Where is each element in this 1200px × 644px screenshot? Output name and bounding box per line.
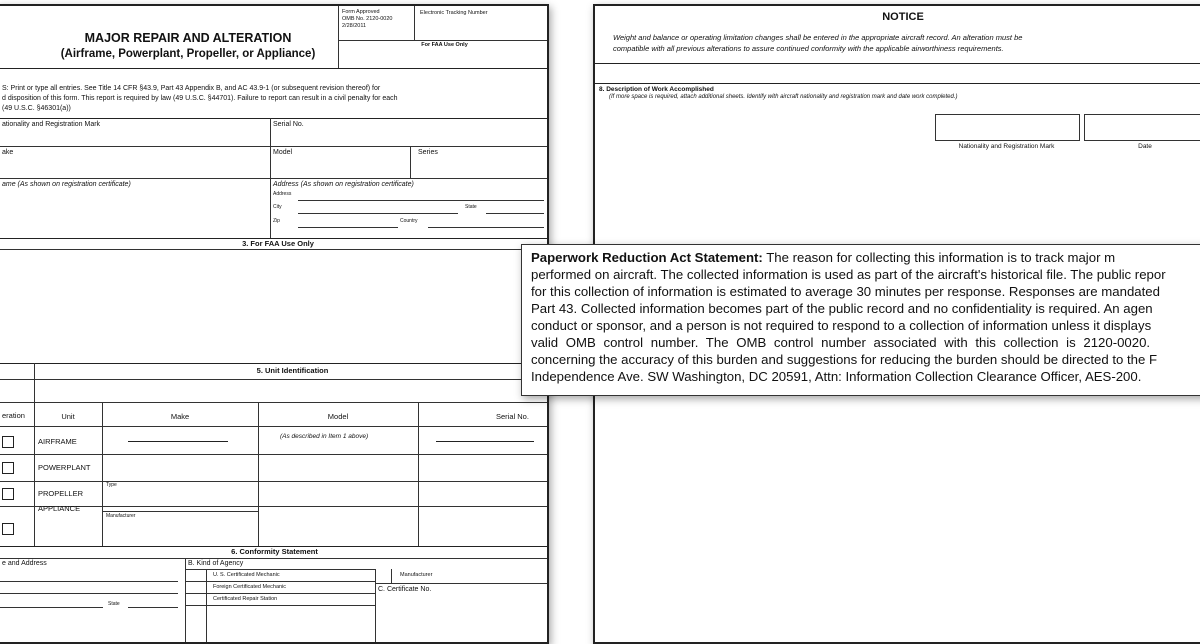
conformity-state-label: State [108, 601, 120, 607]
registration-mark-box[interactable] [935, 114, 1080, 141]
registration-mark-label: Nationality and Registration Mark [958, 143, 1055, 150]
unit-powerplant: POWERPLANT [38, 463, 91, 472]
paperwork-line-4: Part 43. Collected information becomes part of the public record and no confidentiality is required. An agen [531, 301, 1153, 316]
appliance-type-label: Type [106, 482, 117, 488]
section-3-header: 3. For FAA Use Only [242, 239, 314, 248]
form-title: MAJOR REPAIR AND ALTERATION [84, 31, 292, 45]
form-subtitle: (Airframe, Powerplant, Propeller, or Appliance) [60, 48, 316, 60]
nationality-label: ationality and Registration Mark [2, 121, 101, 128]
notice-title: NOTICE [882, 11, 924, 23]
section-8-header: 8. Description of Work Accomplished [599, 86, 714, 93]
us-mechanic-option[interactable]: U. S. Certificated Mechanic [213, 572, 280, 578]
left-form-page [0, 4, 549, 644]
powerplant-checkbox[interactable] [2, 462, 14, 474]
model-label: Model [273, 149, 293, 156]
col-model: Model [327, 412, 349, 421]
paperwork-line-2: performed on aircraft. The collected information is used as part of the aircraft's historical file. The public repor [531, 267, 1166, 282]
form-approved-label: Form Approved [342, 9, 380, 15]
appliance-manufacturer-label: Manufacturer [106, 513, 136, 519]
paperwork-line-1-rest: The reason for collecting this information is to track major m [762, 250, 1116, 265]
omb-date: 2/28/2011 [342, 23, 367, 29]
serial-no-label: Serial No. [273, 121, 304, 128]
faa-use-only-header: For FAA Use Only [421, 42, 468, 48]
appliance-checkbox[interactable] [2, 523, 14, 535]
propeller-checkbox-shown[interactable] [2, 488, 14, 500]
kind-of-agency-label: B. Kind of Agency [188, 560, 244, 567]
section-8-note: (If more space is required, attach additional sheets. Identify with aircraft nationality and registration mark and date work completed.) [609, 94, 958, 100]
notice-line-2: compatible with all previous alterations to assure continued conformity with the applicable airworthiness requirements. [613, 44, 1004, 53]
unit-appliance-shown: APPLIANCE [38, 504, 81, 513]
paperwork-line-8: Independence Ave. SW Washington, DC 20591, Attn: Information Collection Clearance Officer, AES-200. [531, 369, 1142, 384]
col-alteration: eration [2, 411, 25, 420]
col-serial-no: Serial No. [496, 412, 529, 421]
make-label: ake [2, 149, 14, 156]
state-field-label: State [465, 204, 477, 210]
paperwork-line-3: for this collection of information is estimated to average 30 minutes per response. Responses are mandated [531, 284, 1160, 299]
date-label: Date [1138, 143, 1152, 150]
paperwork-line-1 [531, 251, 1115, 266]
unit-airframe: AIRFRAME [38, 437, 77, 446]
repair-station-option[interactable]: Certificated Repair Station [213, 596, 278, 602]
instructions-line-1: S: Print or type all entries. See Title 14 CFR §43.9, Part 43 Appendix B, and AC 43.9-1 (or subsequent revision thereof) for [2, 85, 381, 92]
unit-propeller: PROPELLER [38, 489, 84, 498]
name-address-label: e and Address [2, 560, 47, 567]
as-described-note: (As described in Item 1 above) [280, 433, 369, 440]
section-6-header: 6. Conformity Statement [231, 547, 318, 556]
certificate-no-label: C. Certificate No. [378, 586, 432, 593]
paperwork-line-7: concerning the accuracy of this burden and suggestions for reducing the burden should be directed to the F [531, 352, 1158, 367]
zip-field-label: Zip [273, 218, 280, 224]
paperwork-heading: Paperwork Reduction Act Statement: [531, 250, 763, 265]
series-label: Series [418, 149, 438, 156]
foreign-mechanic-option[interactable]: Foreign Certificated Mechanic [213, 584, 287, 590]
owner-name-label: ame (As shown on registration certificate) [2, 181, 131, 188]
col-unit: Unit [61, 412, 75, 421]
date-box[interactable] [1084, 114, 1200, 141]
omb-number: OMB No. 2120-0020 [342, 16, 393, 22]
owner-address-label: Address (As shown on registration certificate) [273, 181, 414, 188]
paperwork-line-5: conduct or sponsor, and a person is not required to respond to a collection of information unless it displays [531, 318, 1152, 333]
section-5-header: 5. Unit Identification [256, 366, 329, 375]
manufacturer-option[interactable]: Manufacturer [400, 572, 433, 578]
tracking-number-label: Electronic Tracking Number [420, 10, 488, 16]
paperwork-line-6: valid OMB control number. The OMB control number associated with this collection is 2120-0020. [531, 335, 1151, 350]
airframe-checkbox[interactable] [2, 436, 14, 448]
instructions-line-3: (49 U.S.C. §46301(a)) [2, 105, 71, 112]
notice-line-1: Weight and balance or operating limitation changes shall be entered in the appropriate aircraft record. An alteration must be [613, 33, 1023, 42]
col-make: Make [170, 412, 190, 421]
country-field-label: Country [400, 218, 418, 224]
instructions-line-2: d disposition of this form. This report is required by law (49 U.S.C. §44701). Failure to report can result in a civil penalty for each [2, 95, 398, 102]
city-field-label: City [273, 204, 282, 210]
paperwork-reduction-panel [521, 244, 1200, 396]
address-field-label: Address [273, 191, 292, 197]
